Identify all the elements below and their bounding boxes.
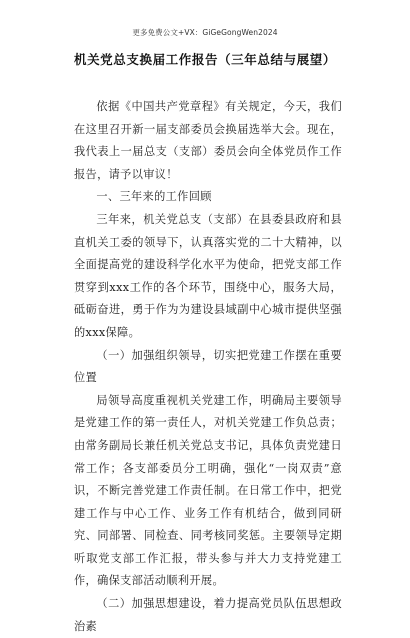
intro-paragraph: 依据《中国共产党章程》有关规定，今天，我们在这里召开新一届支部委员会换届选举大会。现在，我代表上一届总支（支部）委员会向全体党员作工作报告，请予以审议！ xyxy=(74,100,342,181)
subsection-heading: （二）加强思想建设，着力提高党员队伍思想政治素 xyxy=(74,597,342,633)
document-title: 机关党总支换届工作报告（三年总结与展望） xyxy=(73,52,336,67)
document-body xyxy=(74,96,342,638)
body-paragraph: 三年来，机关党总支（支部）在县委县政府和县直机关工委的领导下，认真落实党的二十大精神，以全面提高党的建设科学化水平为使命，把党支部工作贯穿到xxx工作的各个环节，围绕中心，服务大局，砥砺奋进，勇于作为为建设县域副中心城市提供坚强的xxx保障。 xyxy=(74,212,342,339)
section-heading: 一、三年来的工作回顾 xyxy=(96,190,212,204)
header-note: 更多免费公文+VX：GiGeGongWen2024 xyxy=(132,28,278,37)
body-paragraph: 局领导高度重视机关党建工作，明确局主要领导是党建工作的第一责任人，对机关党建工作负总责；由常务副局长兼任机关党总支书记，具体负责党建日常工作；各支部委员分工明确，强化“一岗双责”意识，不断完善党建工作责任制。在日常工作中，把党建工作与中心工作、业务工作有机结合，做到同研究、同部署、同检查、同考核同奖惩。主要领导定期听取党支部工作汇报，带头参与并大力支持党建工作，确保支部活动顺利开展。 xyxy=(74,393,342,588)
subsection-heading: （一）加强组织领导，切实把党建工作摆在重要位置 xyxy=(74,348,342,385)
